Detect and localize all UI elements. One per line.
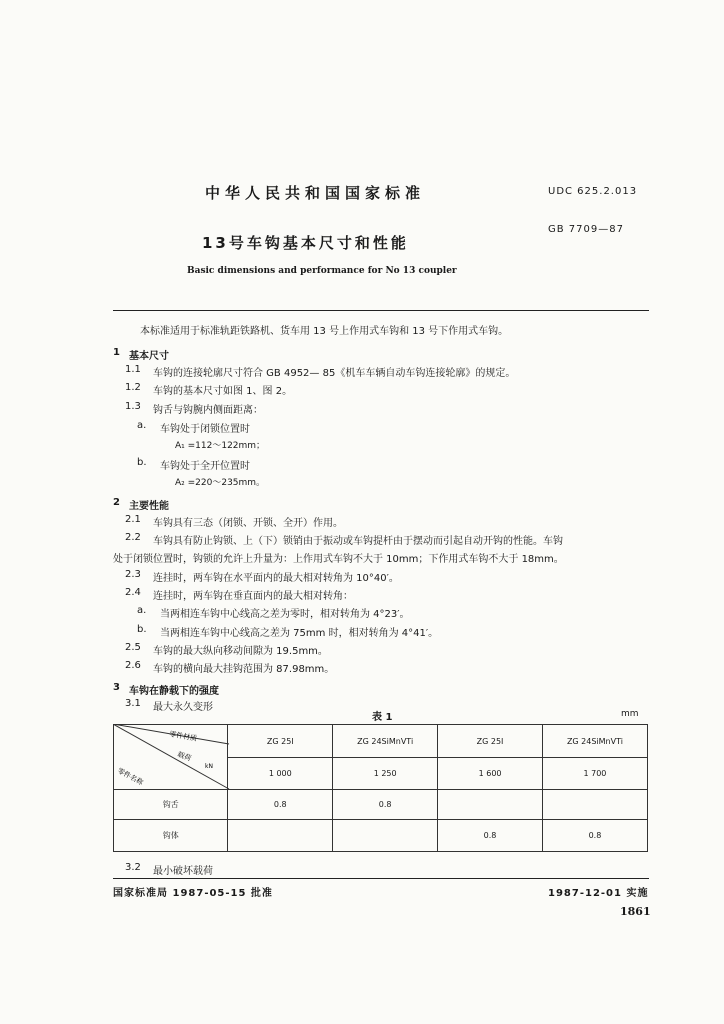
section-2-num: 2: [113, 497, 120, 508]
value-cell: [333, 820, 438, 852]
corner-material-label: 零件材质: [168, 730, 198, 743]
material-cell: ZG 24SiMnVTi: [542, 725, 647, 758]
footer-divider: [113, 878, 649, 879]
section-2-title: 主要性能: [129, 501, 169, 512]
gb-code: GB 7709—87: [548, 224, 624, 235]
value-cell: [438, 790, 543, 820]
clause-2-5-num: 2.5: [125, 642, 141, 653]
table-row: [114, 820, 648, 852]
intro-paragraph: 本标准适用于标准轨距铁路机、货车用 13 号上作用式车钩和 13 号下作用式车钩。: [140, 326, 509, 337]
table-row: [114, 790, 648, 820]
clause-1-3b-text: 车钩处于全开位置时: [160, 461, 250, 472]
value-cell: 0.8: [228, 790, 333, 820]
clause-2-6-text: 车钩的横向最大挂钩范围为 87.98mm。: [153, 664, 335, 675]
clause-2-2-text: 车钩具有防止钩锁、上（下）锁销由于振动或车钩提杆由于摆动而引起自动开钩的性能。车钩: [153, 536, 563, 547]
clause-2-4a-num: a.: [137, 605, 147, 616]
implementation-date: 1987-12-01 实施: [548, 888, 649, 899]
clause-2-3-text: 连挂时，两车钩在水平面内的最大相对转角为 10°40′。: [153, 573, 399, 584]
part-name-cell: 钩舌: [114, 790, 228, 820]
corner-load-unit: kN: [205, 763, 213, 770]
value-cell: [228, 820, 333, 852]
clause-1-3a-value: A₁ =112～122mm；: [175, 441, 266, 451]
udc-code: UDC 625.2.013: [548, 186, 638, 197]
document-title: 13号车钩基本尺寸和性能: [202, 234, 409, 252]
section-3-title: 车钩在静载下的强度: [129, 686, 219, 697]
clause-2-4-text: 连挂时，两车钩在垂直面内的最大相对转角：: [153, 591, 353, 602]
clause-1-3a-text: 车钩处于闭锁位置时: [160, 424, 250, 435]
clause-2-2-continued: 处于闭锁位置时，钩锁的允许上升量为：上作用式车钩不大于 10mm；下作用式车钩不大于 18mm。: [113, 554, 564, 565]
clause-1-2-text: 车钩的基本尺寸如图 1、图 2。: [153, 386, 293, 397]
material-cell: ZG 25I: [228, 725, 333, 758]
corner-part-label: 零件名称: [116, 766, 145, 787]
clause-1-3b-num: b.: [137, 457, 147, 468]
material-cell: ZG 25I: [438, 725, 543, 758]
clause-2-1-text: 车钩具有三态（闭锁、开锁、全开）作用。: [153, 518, 343, 529]
load-cell: 1 600: [438, 758, 543, 790]
value-cell: 0.8: [438, 820, 543, 852]
load-cell: 1 700: [542, 758, 647, 790]
material-cell: ZG 24SiMnVTi: [333, 725, 438, 758]
clause-3-2-num: 3.2: [125, 862, 141, 873]
section-1-num: 1: [113, 347, 120, 358]
table-diagonal-header: [113, 724, 231, 790]
part-name-cell: 钩体: [114, 820, 228, 852]
clause-2-4b-num: b.: [137, 624, 147, 635]
approval-date: 国家标准局 1987-05-15 批准: [113, 888, 273, 899]
load-cell: 1 250: [333, 758, 438, 790]
clause-1-3b-value: A₂ =220～235mm。: [175, 478, 266, 488]
clause-2-4-num: 2.4: [125, 587, 141, 598]
table-caption: 表 1: [372, 712, 393, 723]
org-title: 中华人民共和国国家标准: [205, 184, 426, 202]
table-unit: mm: [621, 709, 639, 719]
clause-2-6-num: 2.6: [125, 660, 141, 671]
clause-3-2-text: 最小破坏载荷: [153, 866, 213, 877]
clause-1-2-num: 1.2: [125, 382, 141, 393]
clause-3-1-num: 3.1: [125, 698, 141, 709]
clause-1-3-num: 1.3: [125, 401, 141, 412]
value-cell: 0.8: [542, 820, 647, 852]
value-cell: [542, 790, 647, 820]
load-cell: 1 000: [228, 758, 333, 790]
clause-2-1-num: 2.1: [125, 514, 141, 525]
header-divider: [113, 310, 649, 311]
clause-2-3-num: 2.3: [125, 569, 141, 580]
clause-2-4a-text: 当两相连车钩中心线高之差为零时，相对转角为 4°23′。: [160, 609, 410, 620]
corner-load-label: 载荷: [176, 750, 193, 763]
clause-2-2-num: 2.2: [125, 532, 141, 543]
page-number: 1861: [620, 905, 651, 918]
clause-2-4b-text: 当两相连车钩中心线高之差为 75mm 时，相对转角为 4°41′。: [160, 628, 439, 639]
section-1-title: 基本尺寸: [129, 351, 169, 362]
clause-1-1-text: 车钩的连接轮廓尺寸符合 GB 4952— 85《机车车辆自动车钩连接轮廓》的规定。: [153, 368, 516, 379]
clause-1-3a-num: a.: [137, 420, 147, 431]
english-title: Basic dimensions and performance for No 13 coupler: [187, 266, 457, 276]
clause-2-5-text: 车钩的最大纵向移动间隙为 19.5mm。: [153, 646, 328, 657]
clause-3-1-text: 最大永久变形: [153, 702, 213, 713]
value-cell: 0.8: [333, 790, 438, 820]
clause-1-1-num: 1.1: [125, 364, 141, 375]
clause-1-3-text: 钩舌与钩腕内侧面距离：: [153, 405, 263, 416]
section-3-num: 3: [113, 682, 120, 693]
